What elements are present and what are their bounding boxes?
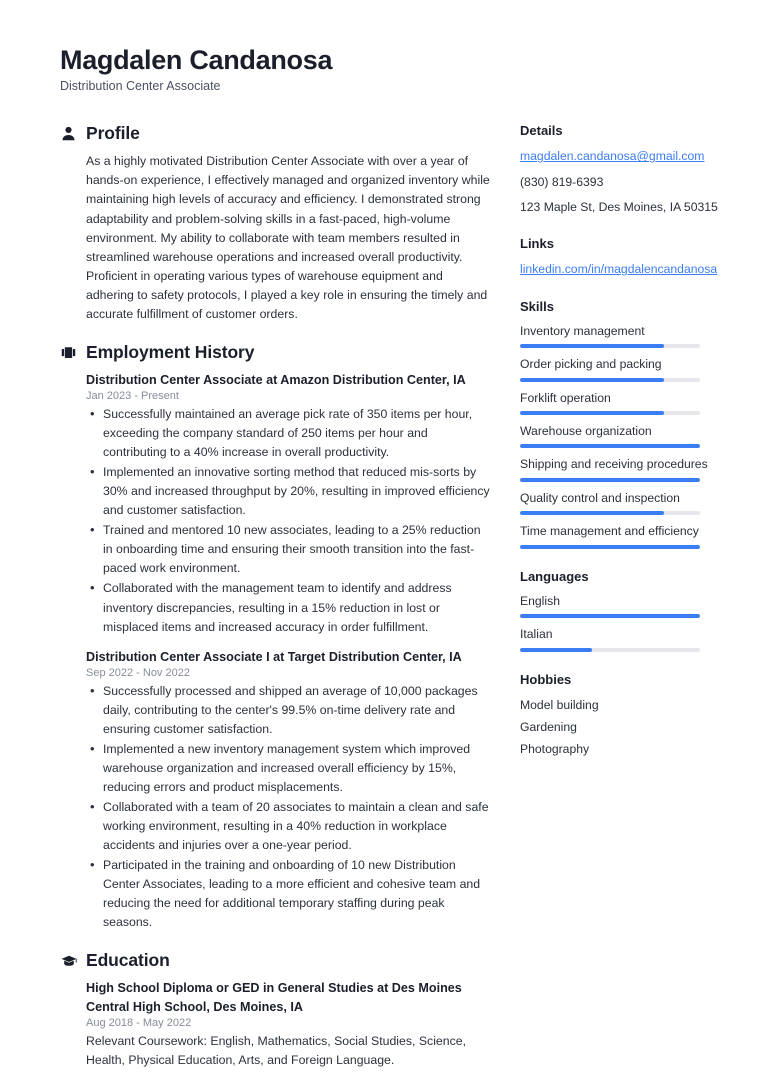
skill-meter-track bbox=[520, 411, 700, 415]
employment-entry-title: Distribution Center Associate at Amazon Distribution Center, IA bbox=[86, 372, 466, 387]
skill-label: Inventory management bbox=[520, 323, 645, 338]
education-entry-description: Relevant Coursework: English, Mathematics, Social Studies, Science, Health, Physical Education, Arts, and Foreign Language. bbox=[86, 1033, 467, 1068]
candidate-name: Magdalen Candanosa bbox=[60, 45, 333, 75]
details-title: Details bbox=[520, 123, 563, 139]
bullet-item: • Collaborated with a team of 20 associates to maintain a clean and safe working environment, resulting in a 40% reduction in workplace accidents and injuries over a one-year period. bbox=[86, 798, 492, 855]
email-line bbox=[520, 147, 763, 165]
skill-item bbox=[520, 490, 763, 515]
bullet-item: • Successfully processed and shipped an average of 10,000 packages daily, contributing to the center's 99.5% on-time delivery rate and ensuring customer satisfaction. bbox=[86, 682, 492, 739]
skill-meter-fill bbox=[520, 378, 664, 382]
skill-meter-fill bbox=[520, 545, 700, 549]
language-label: Italian bbox=[520, 627, 553, 642]
employment-section-body bbox=[60, 371, 492, 933]
details-block bbox=[520, 123, 763, 216]
skill-label: Time management and efficiency bbox=[520, 524, 699, 539]
resume-body bbox=[60, 123, 735, 1088]
employment-section bbox=[60, 342, 492, 933]
skill-meter-track bbox=[520, 511, 700, 515]
profile-section bbox=[60, 123, 492, 323]
employment-entry-title: Distribution Center Associate I at Target Distribution Center, IA bbox=[86, 649, 462, 664]
bullet-item: • Implemented a new inventory management system which improved warehouse organization and increased overall efficiency by 15%, reducing errors and product misplacements. bbox=[86, 740, 492, 797]
education-section-body bbox=[60, 979, 492, 1070]
skill-label: Shipping and receiving procedures bbox=[520, 457, 708, 472]
employment-entry bbox=[86, 371, 492, 637]
hobby-item: Gardening bbox=[520, 720, 577, 735]
employment-entry-date: Jan 2023 - Present bbox=[86, 390, 179, 403]
skill-label: Warehouse organization bbox=[520, 423, 652, 438]
email-link[interactable]: magdalen.candanosa@gmail.com bbox=[520, 149, 705, 164]
employment-entry-bullets bbox=[86, 682, 492, 933]
skill-label: Forklift operation bbox=[520, 390, 611, 405]
language-label: English bbox=[520, 593, 560, 608]
profile-text: As a highly motivated Distribution Center Associate with over a year of hands-on experience, I effectively managed and organized inventory while maintaining high levels of accuracy and efficiency. I demonstrated strong adaptability and problem-solving skills in a fast-paced, high-volume environment. My ability to collaborate with team members resulted in streamlined warehouse operations and increased overall productivity. Proficient in operating various types of warehouse equipment and adhering to safety protocols, I played a key role in ensuring the timely and accurate fulfillment of customer orders. bbox=[86, 154, 490, 321]
hobbies-block bbox=[520, 672, 763, 759]
skill-item bbox=[520, 323, 763, 348]
sidebar-column bbox=[520, 123, 763, 778]
bullet-item: • Successfully maintained an average pick rate of 350 items per hour, exceeding the company standard of 250 items per hour and contributing to a 40% increase in overall productivity. bbox=[86, 405, 492, 462]
language-item bbox=[520, 593, 763, 618]
linkedin-link[interactable]: linkedin.com/in/magdalencandanosa bbox=[520, 262, 718, 277]
skills-block bbox=[520, 299, 763, 549]
profile-section-title: Profile bbox=[86, 123, 140, 144]
phone-line: (830) 819-6393 bbox=[520, 174, 604, 189]
address-line: 123 Maple St, Des Moines, IA 50315 bbox=[520, 199, 718, 214]
languages-block bbox=[520, 569, 763, 652]
education-entry-title: High School Diploma or GED in General Studies at Des Moines Central High School, Des Moines, IA bbox=[86, 981, 462, 1014]
profile-section-header bbox=[60, 123, 492, 144]
person-icon bbox=[60, 125, 77, 142]
hobby-item: Model building bbox=[520, 697, 599, 712]
skill-meter-track bbox=[520, 478, 700, 482]
employment-entry bbox=[86, 648, 492, 933]
bullet-item: • Participated in the training and onboarding of 10 new Distribution Center Associates, leading to a more efficient and cohesive team and reducing the need for additional temporary staffing during peak seasons. bbox=[86, 856, 492, 932]
skill-meter-fill bbox=[520, 478, 700, 482]
link-line bbox=[520, 260, 763, 278]
skill-meter-track bbox=[520, 545, 700, 549]
graduation-cap-icon bbox=[60, 952, 77, 969]
links-title: Links bbox=[520, 236, 554, 252]
education-section-title: Education bbox=[86, 950, 170, 971]
skills-title: Skills bbox=[520, 298, 554, 314]
employment-entry-bullets bbox=[86, 405, 492, 637]
skill-meter-track bbox=[520, 378, 700, 382]
employment-section-title: Employment History bbox=[86, 341, 255, 362]
education-entry-date: Aug 2018 - May 2022 bbox=[86, 1016, 192, 1029]
briefcase-icon bbox=[60, 344, 77, 361]
skill-item bbox=[520, 423, 763, 448]
language-meter-track bbox=[520, 648, 700, 652]
skill-label: Order picking and packing bbox=[520, 357, 662, 372]
language-meter-track bbox=[520, 614, 700, 618]
skill-item bbox=[520, 356, 763, 381]
skill-label: Quality control and inspection bbox=[520, 490, 680, 505]
skill-item bbox=[520, 390, 763, 415]
bullet-item: • Trained and mentored 10 new associates, leading to a 25% reduction in onboarding time and ensuring their smooth transition into the fast-paced work environment. bbox=[86, 521, 492, 578]
skill-item bbox=[520, 523, 763, 548]
candidate-job-title: Distribution Center Associate bbox=[60, 79, 221, 94]
skill-meter-track bbox=[520, 444, 700, 448]
bullet-item: • Implemented an innovative sorting method that reduced mis-sorts by 30% and increased throughput by 20%, resulting in improved efficiency and customer satisfaction. bbox=[86, 463, 492, 520]
links-block bbox=[520, 236, 763, 278]
skill-meter-track bbox=[520, 344, 700, 348]
skill-meter-fill bbox=[520, 411, 664, 415]
resume-header bbox=[60, 44, 735, 93]
language-meter-fill bbox=[520, 648, 592, 652]
employment-section-header bbox=[60, 342, 492, 363]
skill-meter-fill bbox=[520, 511, 664, 515]
main-column bbox=[60, 123, 492, 1088]
language-meter-fill bbox=[520, 614, 700, 618]
education-section-header bbox=[60, 950, 492, 971]
language-item bbox=[520, 626, 763, 651]
profile-section-body bbox=[60, 152, 492, 323]
skill-meter-fill bbox=[520, 344, 664, 348]
skill-meter-fill bbox=[520, 444, 700, 448]
languages-title: Languages bbox=[520, 568, 589, 584]
education-entry bbox=[86, 979, 492, 1070]
hobby-item: Photography bbox=[520, 742, 590, 757]
skill-item bbox=[520, 456, 763, 481]
education-section bbox=[60, 950, 492, 1070]
hobbies-title: Hobbies bbox=[520, 671, 572, 687]
employment-entry-date: Sep 2022 - Nov 2022 bbox=[86, 666, 190, 679]
bullet-item: • Collaborated with the management team to identify and address inventory discrepancies, resulting in a 15% reduction in lost or misplaced items and increased accuracy in order fulfillment. bbox=[86, 579, 492, 636]
